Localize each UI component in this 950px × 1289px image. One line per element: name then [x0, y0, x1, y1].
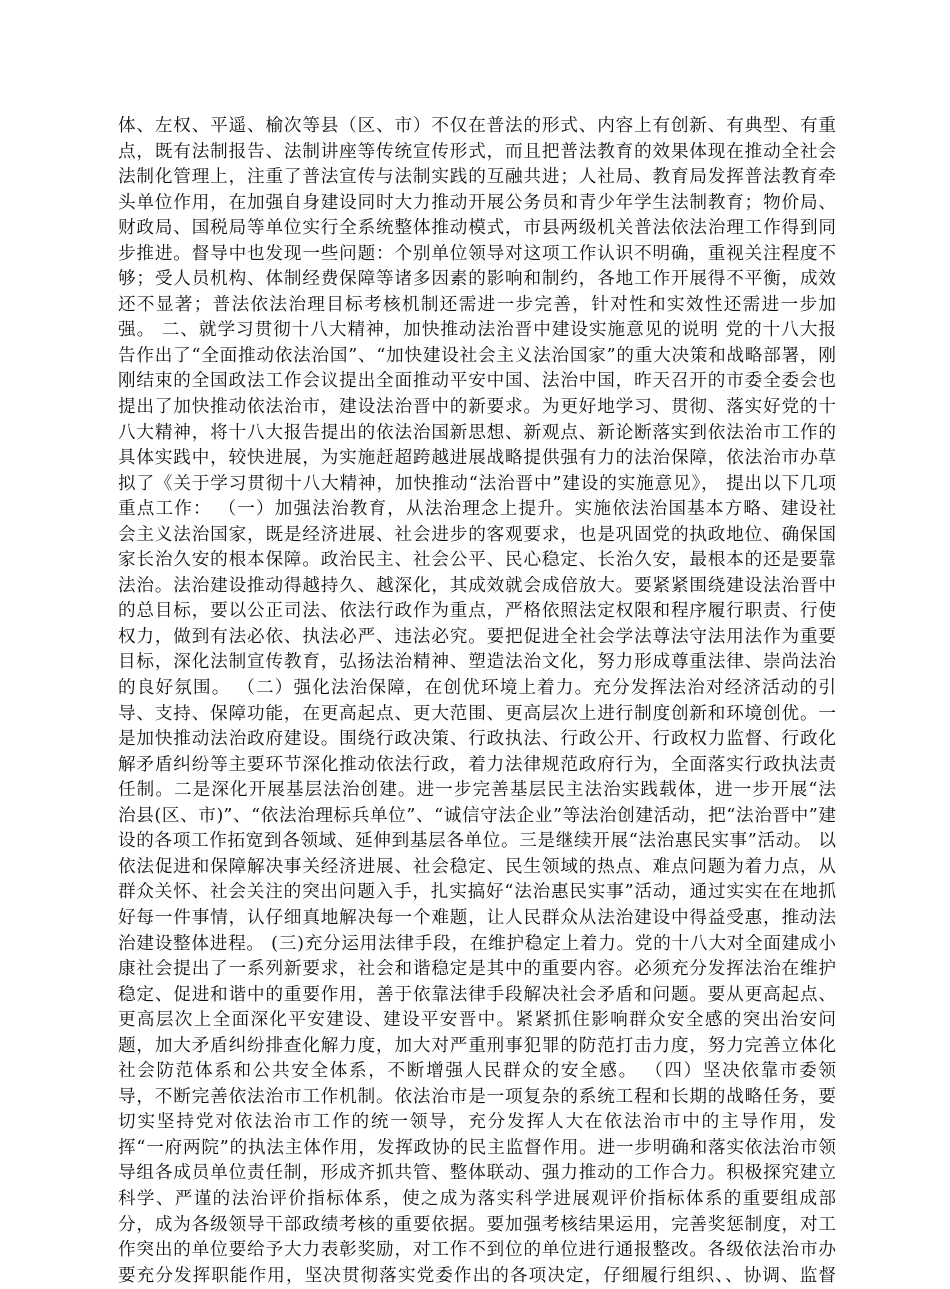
text-line: 够；受人员机构、体制经费保障等诸多因素的影响和制约，各地工作开展得不平衡，成效 [118, 269, 836, 290]
text-line: 法制化管理上，注重了普法宣传与法制实践的互融共进；人社局、教育局发挥普法教育牵 [118, 167, 836, 188]
text-line: 依法促进和保障解决事关经济进展、社会稳定、民生领域的热点、难点问题为着力点，从 [118, 856, 836, 877]
text-line: 点，既有法制报告、法制讲座等传统宣传形式，而且把普法教育的效果体现在推动全社会 [118, 141, 836, 162]
text-line: 作突出的单位要给予大力表彰奖励，对工作不到位的单位进行通报整改。各级依法治市办 [118, 1240, 836, 1261]
text-line: 重点工作： （一）加强法治教育，从法治理念上提升。实施依法治国基本方略、建设社 [118, 499, 836, 520]
text-line: 告作出了“全面推动依法治国”、“加快建设社会主义法治国家”的重大决策和战略部署，刚 [118, 345, 836, 366]
text-line: 具体实践中，较快进展，为实施赶超跨越进展战略提供强有力的法治保障，依法治市办草 [118, 448, 836, 469]
text-line: 的总目标，要以公正司法、依法行政作为重点，严格依照法定权限和程序履行职责、行使 [118, 601, 836, 622]
text-line: 导、支持、保障功能，在更高起点、更大范围、更高层次上进行制度创新和环境创优。一 [118, 703, 836, 724]
text-line: 科学、严谨的法治评价指标体系，使之成为落实科学进展观评价指标体系的重要组成部 [118, 1188, 836, 1209]
text-line: 拟了《关于学习贯彻十八大精神，加快推动“法治晋中”建设的实施意见》， 提出以下几项 [118, 473, 836, 494]
text-line: 好每一件事情，认仔细真地解决每一个难题，让人民群众从法治建设中得益受惠，推动法 [118, 907, 836, 928]
text-line: 会主义法治国家，既是经济进展、社会进步的客观要求，也是巩固党的执政地位、确保国 [118, 524, 836, 545]
text-line: 家长治久安的根本保障。政治民主、社会公平、民心稳定、长治久安，最根本的还是要靠 [118, 550, 836, 571]
text-line: 群众关怀、社会关注的突出问题入手，扎实搞好“法治惠民实事”活动，通过实实在在地抓 [118, 882, 836, 903]
text-line: 设的各项工作拓宽到各领域、延伸到基层各单位。三是继续开展“法治惠民实事”活动。 以 [118, 831, 836, 852]
text-line: 强。 二、就学习贯彻十八大精神，加快推动法治晋中建设实施意见的说明 党的十八大报 [118, 320, 836, 341]
text-line: 导组各成员单位责任制，形成齐抓共管、整体联动、强力推动的工作合力。积极探究建立 [118, 1163, 836, 1184]
text-line: 权力，做到有法必依、执法必严、违法必究。要把促进全社会学法尊法守法用法作为重要 [118, 626, 836, 647]
text-line: 刚结束的全国政法工作会议提出全面推动平安中国、法治中国，昨天召开的市委全委会也 [118, 371, 836, 392]
text-line: 还不显著；普法依法治理目标考核机制还需进一步完善，针对性和实效性还需进一步加 [118, 294, 836, 315]
text-line: 步推进。督导中也发现一些问题：个别单位领导对这项工作认识不明确，重视关注程度不 [118, 243, 836, 264]
text-line: 的良好氛围。 （二）强化法治保障，在创优环境上着力。充分发挥法治对经济活动的引 [118, 678, 836, 699]
text-line: 是加快推动法治政府建设。围绕行政决策、行政执法、行政公开、行政权力监督、行政化 [118, 729, 836, 750]
text-line: 法治。法治建设推动得越持久、越深化，其成效就会成倍放大。要紧紧围绕建设法治晋中 [118, 575, 836, 596]
text-line: 八大精神，将十八大报告提出的依法治国新思想、新观点、新论断落实到依法治市工作的 [118, 422, 836, 443]
text-line: 目标，深化法制宣传教育，弘扬法治精神、塑造法治文化，努力形成尊重法律、崇尚法治 [118, 652, 836, 673]
text-line: 社会防范体系和公共安全体系，不断增强人民群众的安全感。 （四）坚决依靠市委领 [118, 1061, 836, 1082]
text-line: 切实坚持党对依法治市工作的统一领导，充分发挥人大在依法治市中的主导作用，发 [118, 1112, 836, 1133]
text-line: 挥“一府两院”的执法主体作用，发挥政协的民主监督作用。进一步明确和落实依法治市领 [118, 1137, 836, 1158]
text-line: 要充分发挥职能作用，坚决贯彻落实党委作出的各项决定，仔细履行组织、、协调、监督 [118, 1265, 836, 1286]
text-line: 解矛盾纠纷等主要环节深化推动依法行政，着力法律规范政府行为，全面落实行政执法责 [118, 754, 836, 775]
text-line: 稳定、促进和谐中的重要作用，善于依靠法律手段解决社会矛盾和问题。要从更高起点、 [118, 984, 836, 1005]
text-line: 任制。二是深化开展基层法治创建。进一步完善基层民主法治实践载体，进一步开展“法 [118, 780, 836, 801]
text-line: 财政局、国税局等单位实行全系统整体推动模式，市县两级机关普法依法治理工作得到同 [118, 218, 836, 239]
document-body [118, 114, 836, 1289]
text-line: 分，成为各级领导干部政绩考核的重要依据。要加强考核结果运用，完善奖惩制度，对工 [118, 1214, 836, 1235]
text-line: 更高层次上全面深化平安建设、建设平安晋中。紧紧抓住影响群众安全感的突出治安问 [118, 1010, 836, 1031]
text-line: 康社会提出了一系列新要求，社会和谐稳定是其中的重要内容。必须充分发挥法治在维护 [118, 959, 836, 980]
text-line: 提出了加快推动依法治市，建设法治晋中的新要求。为更好地学习、贯彻、落实好党的十 [118, 397, 836, 418]
text-line: 题，加大矛盾纠纷排查化解力度，加大对严重刑事犯罪的防范打击力度，努力完善立体化 [118, 1035, 836, 1056]
text-line: 导，不断完善依法治市工作机制。依法治市是一项复杂的系统工程和长期的战略任务，要 [118, 1086, 836, 1107]
text-line: 头单位作用，在加强自身建设同时大力推动开展公务员和青少年学生法制教育；物价局、 [118, 192, 836, 213]
text-line: 治建设整体进程。 (三)充分运用法律手段，在维护稳定上着力。党的十八大对全面建成小 [118, 933, 836, 954]
text-line: 体、左权、平遥、榆次等县（区、市）不仅在普法的形式、内容上有创新、有典型、有重 [118, 116, 836, 136]
text-line: 治县(区、市)”、“依法治理标兵单位”、“诚信守法企业”等法治创建活动，把“法治晋中”建 [118, 805, 836, 826]
